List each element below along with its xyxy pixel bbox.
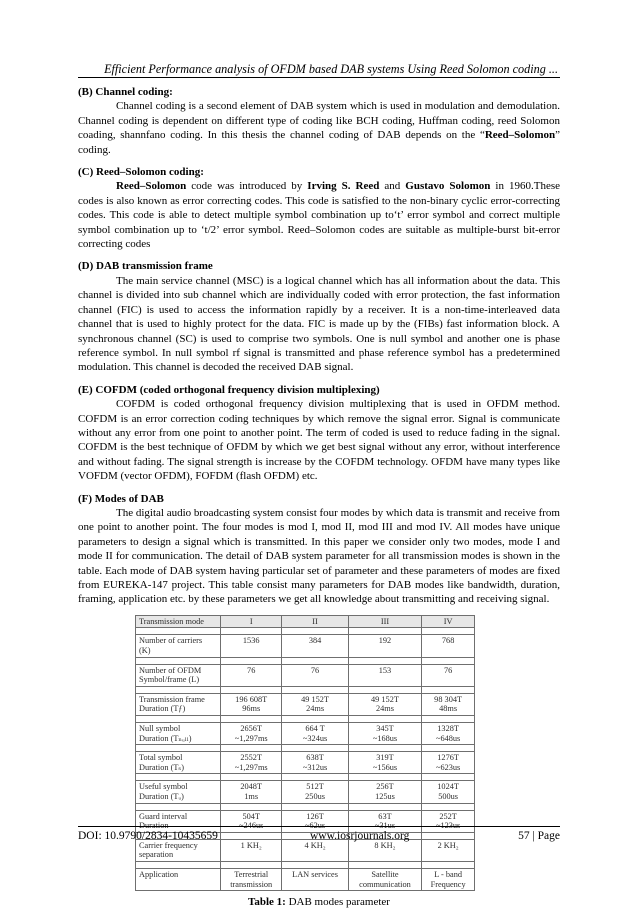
table-spacer-cell (348, 715, 422, 722)
table-spacer-cell (282, 657, 348, 664)
header-rule (78, 77, 560, 78)
table-cell: 512T 250us (282, 781, 348, 803)
table-cell: 63T ~31us (348, 810, 422, 832)
running-title: Efficient Performance analysis of OFDM based DAB systems Using Reed Solomon coding ... (104, 62, 558, 76)
section-paragraph: The digital audio broadcasting system consist four modes by which data is transmit and receive from one point to another point. The four modes is mod I, mod II, mod III and mod IV. All modes have unique parameters to design a signal which is transmitted. In this paper we consider only two modes, mode I and mode II for communication. The detail of DAB system parameter for all transmission modes is shown in the table. Each mode of DAB system having particular set of parameter and these parameters of modes are fixed from EUREKA-147 project. This table consist many parameters for DAB modes like bandwidth, duration, framing, application etc. by these parameters we get all knowledge about transmitting and receiving signal. (78, 506, 560, 606)
table-cell: L - band Frequency (422, 868, 475, 890)
table-cell: Transmission mode (136, 615, 221, 628)
table-spacer-cell (221, 745, 282, 752)
table-row (136, 868, 475, 890)
table-cell: 126T ~62us (282, 810, 348, 832)
table-cell: 76 (422, 664, 475, 686)
table-spacer-cell (136, 657, 221, 664)
table-cell: 768 (422, 635, 475, 657)
table-spacer-cell (221, 832, 282, 839)
section-heading: (C) Reed–Solomon coding: (78, 166, 204, 179)
section-reed-solomon (78, 165, 560, 251)
table-spacer-cell (422, 628, 475, 635)
table-cell: 49 152T 24ms (282, 693, 348, 715)
table-cell: 8 KH₂ (348, 839, 422, 861)
table-header-row (136, 615, 475, 628)
table-cell: I (221, 615, 282, 628)
table-cell: 153 (348, 664, 422, 686)
table-cell: 1276T ~623us (422, 752, 475, 774)
section-transmission-frame (78, 259, 560, 374)
table-cell: II (282, 615, 348, 628)
footer-page-number: 57 | Page (518, 830, 560, 842)
table-cell: Null symbol Duration (Tₙᵤₗₗ) (136, 722, 221, 744)
section-paragraph: Channel coding is a second element of DAB system which is used in modulation and demodulation. Channel coding is dependent on different type of coding like BCH coding, Huffman coding, reed Solomon coading, shannfano coding. In this thesis the channel coding of DAB depends on the “Reed–Solomon” coding. (78, 100, 560, 156)
table-cell: 196 608T 96ms (221, 693, 282, 715)
table-cell: 664 T ~324us (282, 722, 348, 744)
table-spacer-cell (422, 803, 475, 810)
table-cell: Guard interval Duration (136, 810, 221, 832)
table-row-spacer (136, 657, 475, 664)
table-row (136, 781, 475, 803)
table-spacer-cell (348, 628, 422, 635)
table-spacer-cell (348, 686, 422, 693)
table-spacer-cell (422, 715, 475, 722)
table-cell: 2656T ~1,297ms (221, 722, 282, 744)
table-row-spacer (136, 861, 475, 868)
table-cell: 1024T 500us (422, 781, 475, 803)
table-row-spacer (136, 686, 475, 693)
table-spacer-cell (422, 774, 475, 781)
table-spacer-cell (136, 686, 221, 693)
table-spacer-cell (136, 715, 221, 722)
footer-rule (78, 826, 560, 827)
table-cell: Total symbol Duration (Tₛ) (136, 752, 221, 774)
table-row-spacer (136, 715, 475, 722)
table-cell: LAN services (282, 868, 348, 890)
table-spacer-cell (282, 861, 348, 868)
section-heading: (E) COFDM (coded orthogonal frequency division multiplexing) (78, 383, 380, 396)
table-spacer-cell (136, 774, 221, 781)
table-spacer-cell (136, 628, 221, 635)
footer-site: www.iosrjournals.org (310, 830, 410, 842)
table-row (136, 752, 475, 774)
table-spacer-cell (348, 657, 422, 664)
table-spacer-cell (282, 803, 348, 810)
dab-table-figure (135, 615, 475, 891)
article-body (78, 85, 560, 909)
table-cell: III (348, 615, 422, 628)
section-paragraph: Reed–Solomon code was introduced by Irving S. Reed and Gustavo Solomon in 1960.These codes is also known as error correcting codes. This code is satisfied to the non-binary cyclic error-correcting codes. This code is able to detect multiple symbol combination up to‘t’ error symbol and correct multiple symbol combination up to ‘t/2’ error symbol. Reed–Solomon codes are suitable as multiple-burst bit-error correcting codes (78, 180, 560, 251)
table-cell: 192 (348, 635, 422, 657)
table-cell: Number of OFDM Symbol/frame (L) (136, 664, 221, 686)
table-cell: Carrier frequency separation (136, 839, 221, 861)
section-heading: (F) Modes of DAB (78, 492, 164, 505)
footer-doi: DOI: 10.9790/2834-10435659 (78, 830, 218, 842)
table-spacer-cell (282, 686, 348, 693)
table-cell: IV (422, 615, 475, 628)
table-row (136, 722, 475, 744)
table-row (136, 635, 475, 657)
section-channel-coding (78, 85, 560, 157)
section-heading: (D) DAB transmission frame (78, 260, 213, 273)
table-cell: Number of carriers (K) (136, 635, 221, 657)
table-spacer-cell (282, 628, 348, 635)
section-heading: (B) Channel coding: (78, 86, 173, 98)
section-paragraph: COFDM is coded orthogonal frequency division multiplexing that is used in OFDM method. COFDM is an error correction coding techniques by which remove the signal error. Signal is communicate without any error from one point to another point. The term of coded is used to reduce fading in the signal. COFDM is the best technique of OFDM by which we get best signal without any error, without interference and without fading. The signal strength is increase by the COFDM technology. OFDM have many types like VOFDM (vector OFDM), FOFDM (flash OFDM) etc. (78, 398, 560, 483)
table-spacer-cell (348, 861, 422, 868)
table-spacer-cell (136, 861, 221, 868)
table-spacer-cell (221, 774, 282, 781)
table-spacer-cell (221, 803, 282, 810)
table-cell: 98 304T 48ms (422, 693, 475, 715)
table-row-spacer (136, 803, 475, 810)
table-cell: Transmission frame Duration (Tƒ) (136, 693, 221, 715)
table-cell: 384 (282, 635, 348, 657)
table-spacer-cell (422, 657, 475, 664)
table-cell: Application (136, 868, 221, 890)
table-cell: 1328T ~648us (422, 722, 475, 744)
table-row (136, 664, 475, 686)
table-spacer-cell (221, 628, 282, 635)
section-paragraph: The main service channel (MSC) is a logical channel which has all information about the data. This channel is divided into sub channel which are individually coded with error protection, the fast information channel (FIC) is used to access the information rapidly by a receiver. It is a non-time-interleaved data channel that is used to highly protect for the data. FIC is made up by the (FIBs) fast information block. A synchronous channel (SC) is used to comprise two symbols. One is null symbol and another one is phase reference symbol. In null symbol rf signal is transmitted and phase reference symbol has a predetermined modulation. This channel is decoded the received DAB signal. (78, 274, 560, 374)
table-cell: 345T ~168us (348, 722, 422, 744)
table-cell: 2552T ~1,297ms (221, 752, 282, 774)
table-spacer-cell (221, 861, 282, 868)
table-row-spacer (136, 745, 475, 752)
table-cell: 252T ~123us (422, 810, 475, 832)
table-spacer-cell (348, 745, 422, 752)
table-spacer-cell (348, 774, 422, 781)
table-spacer-cell (136, 803, 221, 810)
table-cell: 1536 (221, 635, 282, 657)
table-caption: Table 1: DAB modes parameter (248, 896, 390, 909)
table-spacer-cell (422, 686, 475, 693)
table-cell: 2 KH₂ (422, 839, 475, 861)
table-cell: 4 KH₂ (282, 839, 348, 861)
table-spacer-cell (348, 803, 422, 810)
table-cell: Terrestrial transmission (221, 868, 282, 890)
table-cell: 76 (282, 664, 348, 686)
dab-modes-table (135, 615, 475, 891)
table-spacer-cell (422, 832, 475, 839)
table-cell: 638T ~312us (282, 752, 348, 774)
table-cell: 76 (221, 664, 282, 686)
table-spacer-cell (282, 745, 348, 752)
table-row-spacer (136, 774, 475, 781)
section-modes (78, 492, 560, 607)
table-row-spacer (136, 628, 475, 635)
table-spacer-cell (221, 715, 282, 722)
table-cell: 49 152T 24ms (348, 693, 422, 715)
table-cell: 2048T 1ms (221, 781, 282, 803)
table-spacer-cell (282, 715, 348, 722)
table-spacer-cell (422, 861, 475, 868)
table-spacer-cell (282, 774, 348, 781)
table-spacer-cell (422, 745, 475, 752)
section-cofdm (78, 383, 560, 484)
table-cell: Satellite communication (348, 868, 422, 890)
table-cell: 319T ~156us (348, 752, 422, 774)
table-spacer-cell (136, 745, 221, 752)
table-cell: 504T ~246us (221, 810, 282, 832)
table-cell: 1 KH₂ (221, 839, 282, 861)
table-row (136, 693, 475, 715)
table-cell: 256T 125us (348, 781, 422, 803)
table-spacer-cell (221, 657, 282, 664)
table-spacer-cell (221, 686, 282, 693)
table-cell: Useful symbol Duration (Tᵤ) (136, 781, 221, 803)
